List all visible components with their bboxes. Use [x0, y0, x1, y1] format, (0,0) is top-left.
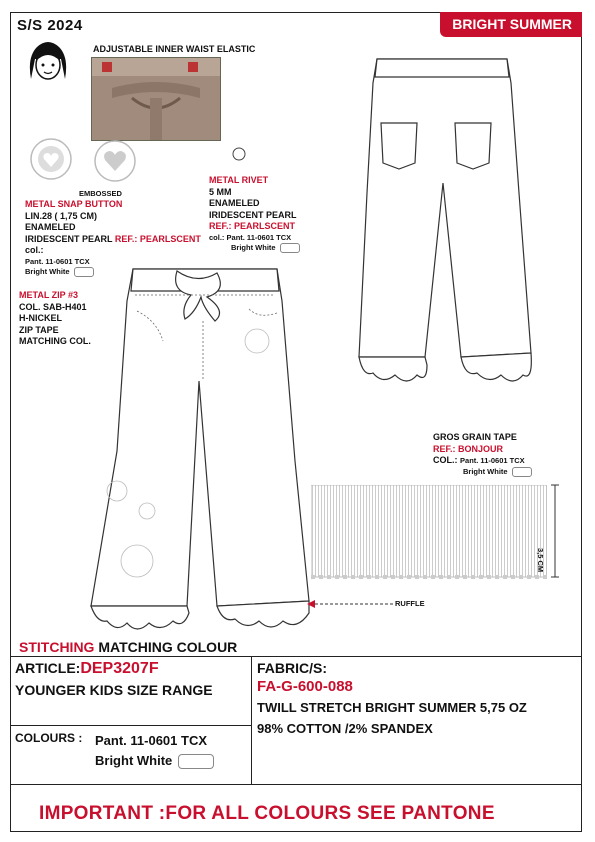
snap-col-label: col.: — [25, 245, 44, 255]
fabric-desc: TWILL STRETCH BRIGHT SUMMER 5,75 OZ — [257, 700, 527, 715]
article-row: ARTICLE:DEP3207F — [15, 660, 159, 677]
waist-note: ADJUSTABLE INNER WAIST ELASTIC — [93, 44, 256, 54]
rivet-spec — [209, 175, 329, 253]
colours-border — [11, 725, 251, 726]
colours-pantone: Pant. 11-0601 TCX — [95, 733, 207, 748]
zip-title: METAL ZIP #3 — [19, 290, 79, 300]
table-top-border — [11, 656, 581, 657]
snap-line: ENAMELED — [25, 222, 76, 232]
rivet-line: ENAMELED — [209, 198, 260, 208]
back-pants-drawing — [351, 53, 541, 403]
color-swatch — [512, 467, 532, 477]
table-divider — [251, 656, 252, 784]
fabric-composition: 98% COTTON /2% SPANDEX — [257, 721, 433, 736]
fabric-label: FABRIC/S: — [257, 660, 327, 676]
snap-color: Bright White — [25, 267, 225, 277]
color-swatch — [280, 243, 300, 253]
footer-notice: IMPORTANT :FOR ALL COLOURS SEE PANTONE — [39, 803, 495, 824]
front-pants-drawing — [77, 261, 317, 651]
snap-line: LIN.28 ( 1,75 CM) — [25, 210, 98, 221]
rivet-color: Bright White — [209, 243, 329, 253]
gros-grain-title: GROS GRAIN TAPE — [433, 432, 517, 442]
original-marines-logo — [29, 137, 73, 181]
snap-line: IRIDESCENT PEARL REF.: PEARLSCENT — [25, 233, 201, 244]
tape-width: 3,5 CM — [536, 548, 545, 573]
fabric-code: FA-G-600-088 — [257, 678, 353, 695]
season-title: S/S 2024 — [17, 17, 83, 34]
rivet-line: 5 MM — [209, 186, 232, 197]
gros-grain-tape-swatch — [311, 485, 547, 585]
zip-line: COL. SAB-H401 — [19, 301, 87, 312]
snap-pantone: Pant. 11-0601 TCX — [25, 256, 90, 266]
collection-badge: BRIGHT SUMMER — [440, 12, 582, 37]
rivet-col: col.: Pant. 11-0601 TCX — [209, 232, 292, 242]
zip-line: ZIP TAPE — [19, 324, 59, 335]
gros-grain-ref: REF.: BONJOUR — [433, 443, 504, 454]
colours-label: COLOURS : — [15, 731, 83, 745]
zip-line: H-NICKEL — [19, 313, 62, 323]
stitching-note: STITCHING MATCHING COLOUR — [19, 639, 238, 655]
rivet-title: METAL RIVET — [209, 175, 269, 185]
rivet-line: IRIDESCENT PEARL — [209, 209, 297, 220]
gros-grain-color: Bright White — [433, 467, 573, 477]
size-range: YOUNGER KIDS SIZE RANGE — [15, 682, 213, 698]
tech-sheet — [10, 12, 582, 832]
ruffle-arrow-icon — [307, 599, 393, 609]
tape-dimension-line — [551, 483, 559, 579]
ruffle-label: RUFFLE — [395, 599, 425, 608]
snap-button-title: METAL SNAP BUTTON — [25, 199, 123, 209]
gros-grain-col: COL.: Pant. 11-0601 TCX — [433, 455, 525, 465]
color-swatch — [178, 754, 214, 769]
zip-line: MATCHING COL. — [19, 336, 91, 346]
footer-border — [11, 784, 581, 785]
rivet-icon — [232, 147, 246, 161]
girl-face-icon — [25, 39, 71, 87]
original-marines-logo-alt — [93, 139, 137, 183]
colours-name: Bright White — [95, 753, 214, 769]
rivet-ref: REF.: PEARLSCENT — [209, 221, 296, 231]
waist-photo — [91, 57, 221, 141]
gros-grain-spec — [433, 432, 573, 477]
embossed-label: EMBOSSED — [79, 189, 122, 198]
